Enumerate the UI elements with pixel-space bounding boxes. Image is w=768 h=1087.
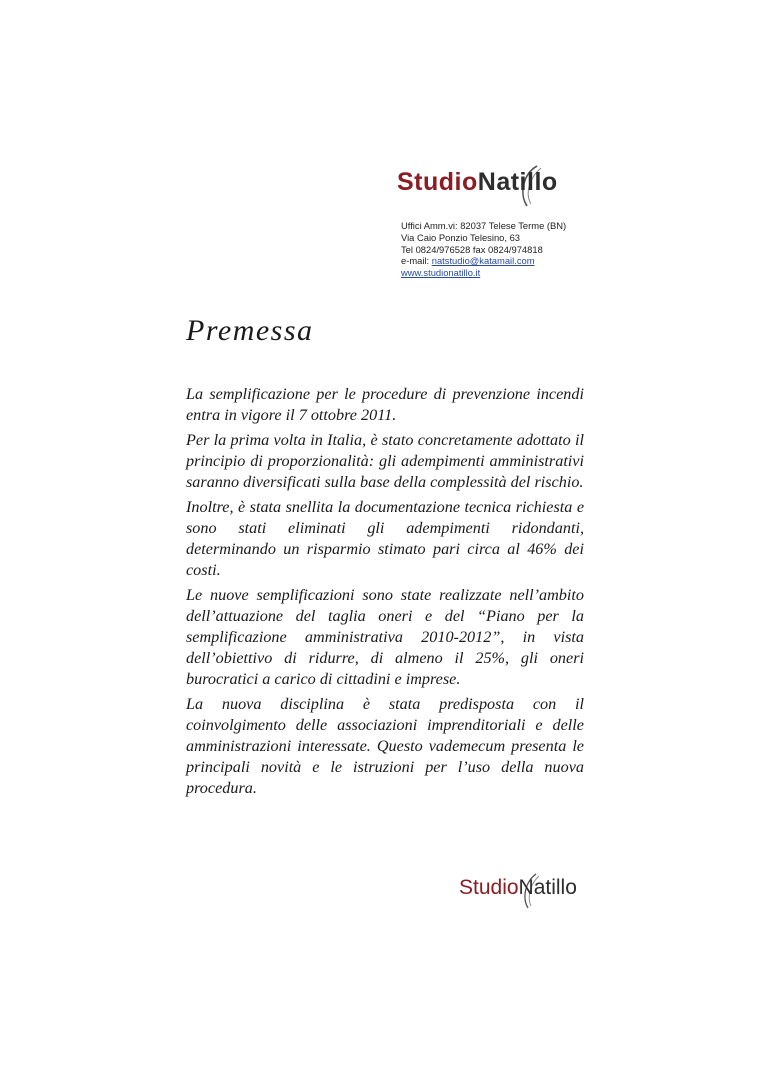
footer-logo-natillo-text: Natillo <box>518 876 577 899</box>
paragraph: Per la prima volta in Italia, è stato concretamente adottato il principio di proporzionalità: gli adempimenti amministrativi saranno diversificati sulla base della complessità del rischio. <box>186 431 584 491</box>
logo-natillo-text: Natillo <box>477 168 558 196</box>
website-link[interactable]: www.studionatillo.it <box>401 267 481 279</box>
contact-info <box>401 220 566 279</box>
paragraph: La semplificazione per le procedure di prevenzione incendi entra in vigore il 7 ottobre 2011. <box>186 385 584 424</box>
paragraph: Inoltre, è stata snellita la documentazione tecnica richiesta e sono stati eliminati gli adempimenti ridondanti, determinando un risparmio stimato pari circa al 46% dei costi. <box>186 498 584 579</box>
footer-logo <box>459 876 594 910</box>
contact-website-row <box>401 267 566 279</box>
paragraph: La nuova disciplina è stata predisposta con il coinvolgimento delle associazioni imprenditoriali e delle amministrazioni interessate. Questo vademecum presenta le principali novità e le istruzioni per l’uso della nuova procedura. <box>186 695 584 797</box>
paragraph: Le nuove semplificazioni sono state realizzate nell’ambito dell’attuazione del taglia oneri e del “Piano per la semplificazione amministrativa 2010-2012”, in vista dell’obiettivo di ridurre, di almeno il 25%, gli oneri burocratici a carico di cittadini e imprese. <box>186 586 584 688</box>
contact-phone: Tel 0824/976528 fax 0824/974818 <box>401 243 543 255</box>
email-link[interactable]: natstudio@katamail.com <box>431 255 535 267</box>
footer-logo-wordmark <box>459 876 577 900</box>
page-title: Premessa <box>186 314 314 347</box>
studio-natillo-logo <box>397 168 647 204</box>
contact-email-label: e-mail: <box>401 255 432 267</box>
contact-address: Uffici Amm.vi: 82037 Telese Terme (BN) <box>401 220 567 231</box>
footer-logo-studio-text: Studio <box>459 876 519 899</box>
logo-studio-text: Studio <box>397 168 478 196</box>
body-text <box>186 384 584 803</box>
contact-email-row <box>401 255 566 267</box>
logo-wordmark <box>397 168 558 197</box>
contact-street: Via Caio Ponzio Telesino, 63 <box>401 231 521 243</box>
